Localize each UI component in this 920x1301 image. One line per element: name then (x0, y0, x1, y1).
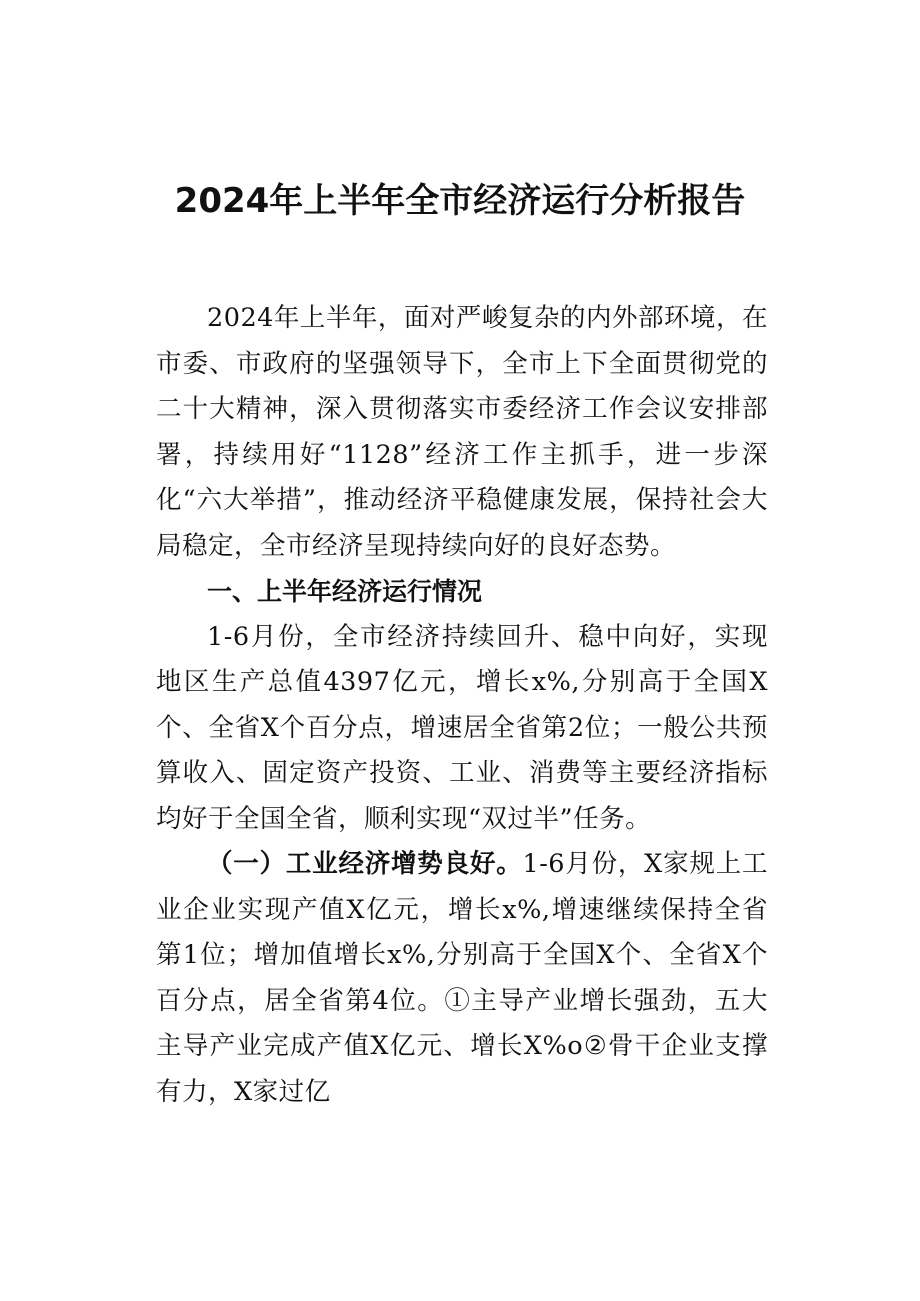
document-title: 2024年上半年全市经济运行分析报告 (174, 181, 746, 221)
document-body (156, 296, 768, 1115)
intro-paragraph: 2024年上半年，面对严峻复杂的内外部环境，在市委、市政府的坚强领导下，全市上下全面贯彻党的二十大精神，深入贯彻落实市委经济工作会议安排部署，持续用好“1128”经济工作主抓手，进一步深化“六大举措”，推动经济平稳健康发展，保持社会大局稳定，全市经济呈现持续向好的良好态势。 (156, 303, 768, 561)
subsection-heading: （一）工业经济增势良好。 (207, 849, 523, 879)
subsection-paragraph (156, 842, 768, 1115)
section-heading: 一、上半年经济运行情况 (207, 577, 483, 606)
subsection-text: 1-6月份，X家规上工业企业实现产值X亿元，增长x%,增速继续保持全省第1位；增加值增长x%,分别高于全国X个、全省X个百分点，居全省第4位。①主导产业增长强劲，五大主导产业完成产值X亿元、增长X%o②骨干企业支撑有力，X家过亿 (156, 849, 768, 1107)
section-paragraph: 1-6月份，全市经济持续回升、稳中向好，实现地区生产总值4397亿元，增长x%,分别高于全国X个、全省X个百分点，增速居全省第2位；一般公共预算收入、固定资产投资、工业、消费等主要经济指标均好于全国全省，顺利实现“双过半”任务。 (156, 621, 768, 834)
